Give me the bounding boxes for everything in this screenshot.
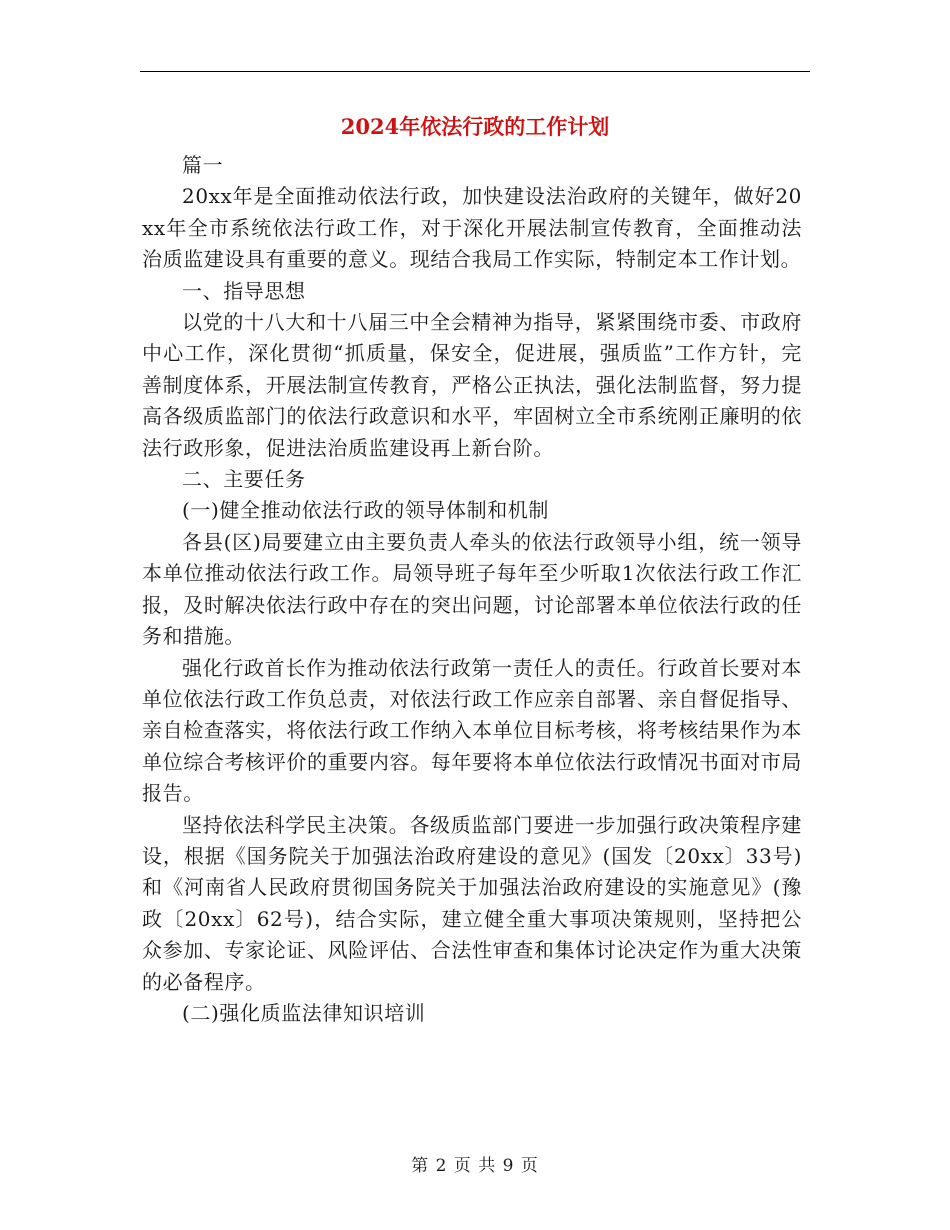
header-rule [140,71,810,72]
subheading-legal-training: (二)强化质监法律知识培训 [182,1000,426,1025]
chief-responsibility-paragraph: 强化行政首长作为推动依法行政第一责任人的责任。行政首长要对本单位依法行政工作负总责，对依法行政工作应亲自部署、亲自督促指导、亲自检查落实，将依法行政工作纳入本单位目标考核，将考核结果作为本单位综合考核评价的重要内容。每年要将本单位依法行政情况书面对市局报告。 [142,655,802,806]
section-heading-guiding-thought: 一、指导思想 [182,278,306,303]
leadership-group-paragraph: 各县(区)局要建立由主要负责人牵头的依法行政领导小组，统一领导本单位推动依法行政工作。局领导班子每年至少听取1次依法行政工作汇报，及时解决依法行政中存在的突出问题，讨论部署本单位依法行政的任务和措施。 [142,529,802,649]
document-title: 2024年依法行政的工作计划 [340,114,610,139]
decision-making-paragraph: 坚持依法科学民主决策。各级质监部门要进一步加强行政决策程序建设，根据《国务院关于加强法治政府建设的意见》(国发〔20xx〕33号)和《河南省人民政府贯彻国务院关于加强法治政府建设的实施意见》(豫政〔20xx〕62号)，结合实际，建立健全重大事项决策规则，坚持把公众参加、专家论证、风险评估、合法性审查和集体讨论决定作为重大决策的必备程序。 [142,812,802,994]
section-heading-main-tasks: 二、主要任务 [182,467,306,492]
subheading-leadership-system: (一)健全推动依法行政的领导体制和机制 [182,498,550,523]
intro-paragraph: 20xx年是全面推动依法行政，加快建设法治政府的关键年，做好20xx年全市系统依法行政工作，对于深化开展法制宣传教育，全面推动法治质监建设具有重要的意义。现结合我局工作实际，特制定本工作计划。 [142,184,802,272]
page-number-footer: 第 2 页 共 9 页 [411,1156,539,1176]
guiding-thought-paragraph: 以党的十八大和十八届三中全会精神为指导，紧紧围绕市委、市政府中心工作，深化贯彻“抓质量，保安全，促进展，强质监”工作方针，完善制度体系，开展法制宣传教育，严格公正执法，强化法制监督，努力提高各级质监部门的依法行政意识和水平，牢固树立全市系统刚正廉明的依法行政形象，促进法治质监建设再上新台阶。 [142,310,802,460]
document-body [142,150,802,1029]
section-label: 篇一 [182,153,224,177]
